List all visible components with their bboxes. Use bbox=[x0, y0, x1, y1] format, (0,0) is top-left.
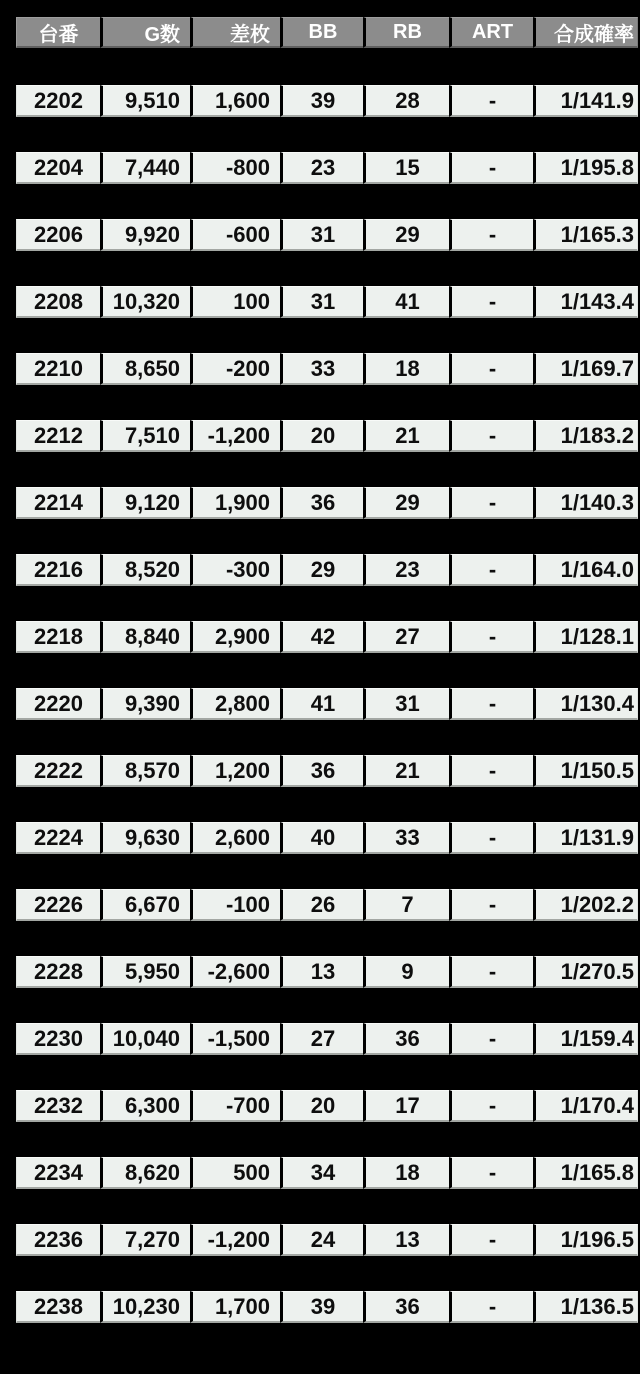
col-header-art: ART bbox=[449, 17, 533, 48]
cell-coin-diff: 500 bbox=[190, 1157, 280, 1189]
col-header-bb: BB bbox=[280, 17, 363, 48]
cell-rb: 28 bbox=[363, 85, 449, 117]
cell-games: 9,510 bbox=[100, 85, 190, 117]
cell-coin-diff: 1,200 bbox=[190, 755, 280, 787]
cell-rb: 7 bbox=[363, 889, 449, 921]
table-row[interactable] bbox=[16, 956, 638, 988]
cell-bb: 42 bbox=[280, 621, 363, 653]
cell-machine-number: 2238 bbox=[16, 1291, 100, 1323]
cell-games: 10,320 bbox=[100, 286, 190, 318]
cell-art: - bbox=[449, 420, 533, 452]
cell-art: - bbox=[449, 85, 533, 117]
cell-rb: 21 bbox=[363, 420, 449, 452]
cell-combined-rate: 1/159.4 bbox=[533, 1023, 638, 1055]
cell-bb: 27 bbox=[280, 1023, 363, 1055]
cell-combined-rate: 1/164.0 bbox=[533, 554, 638, 586]
cell-art: - bbox=[449, 286, 533, 318]
table-row[interactable] bbox=[16, 688, 638, 720]
cell-machine-number: 2212 bbox=[16, 420, 100, 452]
cell-combined-rate: 1/195.8 bbox=[533, 152, 638, 184]
cell-art: - bbox=[449, 822, 533, 854]
col-header-machine-number: 台番 bbox=[16, 17, 100, 48]
cell-rb: 41 bbox=[363, 286, 449, 318]
cell-combined-rate: 1/136.5 bbox=[533, 1291, 638, 1323]
cell-art: - bbox=[449, 889, 533, 921]
table-row[interactable] bbox=[16, 1224, 638, 1256]
cell-art: - bbox=[449, 688, 533, 720]
cell-coin-diff: 1,700 bbox=[190, 1291, 280, 1323]
cell-games: 10,230 bbox=[100, 1291, 190, 1323]
col-header-games: G数 bbox=[100, 17, 190, 48]
cell-bb: 26 bbox=[280, 889, 363, 921]
cell-games: 7,510 bbox=[100, 420, 190, 452]
cell-machine-number: 2222 bbox=[16, 755, 100, 787]
cell-games: 8,650 bbox=[100, 353, 190, 385]
table-row[interactable] bbox=[16, 755, 638, 787]
cell-machine-number: 2202 bbox=[16, 85, 100, 117]
cell-machine-number: 2218 bbox=[16, 621, 100, 653]
cell-combined-rate: 1/196.5 bbox=[533, 1224, 638, 1256]
cell-bb: 23 bbox=[280, 152, 363, 184]
cell-bb: 29 bbox=[280, 554, 363, 586]
table-row[interactable] bbox=[16, 487, 638, 519]
cell-art: - bbox=[449, 755, 533, 787]
table-row[interactable] bbox=[16, 554, 638, 586]
cell-bb: 36 bbox=[280, 755, 363, 787]
cell-games: 8,520 bbox=[100, 554, 190, 586]
machine-data-table bbox=[16, 17, 638, 1358]
cell-combined-rate: 1/165.8 bbox=[533, 1157, 638, 1189]
cell-coin-diff: -200 bbox=[190, 353, 280, 385]
table-row[interactable] bbox=[16, 85, 638, 117]
cell-rb: 27 bbox=[363, 621, 449, 653]
cell-art: - bbox=[449, 353, 533, 385]
cell-coin-diff: -100 bbox=[190, 889, 280, 921]
table-row[interactable] bbox=[16, 1090, 638, 1122]
col-header-rb: RB bbox=[363, 17, 449, 48]
table-row[interactable] bbox=[16, 152, 638, 184]
col-header-coin-diff: 差枚 bbox=[190, 17, 280, 48]
cell-bb: 31 bbox=[280, 219, 363, 251]
cell-coin-diff: 100 bbox=[190, 286, 280, 318]
cell-coin-diff: 2,900 bbox=[190, 621, 280, 653]
cell-bb: 40 bbox=[280, 822, 363, 854]
cell-bb: 39 bbox=[280, 1291, 363, 1323]
cell-combined-rate: 1/140.3 bbox=[533, 487, 638, 519]
cell-rb: 18 bbox=[363, 353, 449, 385]
cell-machine-number: 2210 bbox=[16, 353, 100, 385]
cell-machine-number: 2216 bbox=[16, 554, 100, 586]
cell-bb: 33 bbox=[280, 353, 363, 385]
cell-games: 7,270 bbox=[100, 1224, 190, 1256]
cell-games: 8,840 bbox=[100, 621, 190, 653]
table-row[interactable] bbox=[16, 822, 638, 854]
cell-machine-number: 2234 bbox=[16, 1157, 100, 1189]
cell-combined-rate: 1/130.4 bbox=[533, 688, 638, 720]
cell-coin-diff: -700 bbox=[190, 1090, 280, 1122]
cell-bb: 36 bbox=[280, 487, 363, 519]
cell-art: - bbox=[449, 554, 533, 586]
cell-art: - bbox=[449, 1023, 533, 1055]
cell-machine-number: 2228 bbox=[16, 956, 100, 988]
cell-rb: 23 bbox=[363, 554, 449, 586]
cell-machine-number: 2226 bbox=[16, 889, 100, 921]
cell-rb: 17 bbox=[363, 1090, 449, 1122]
cell-rb: 21 bbox=[363, 755, 449, 787]
cell-machine-number: 2232 bbox=[16, 1090, 100, 1122]
cell-rb: 15 bbox=[363, 152, 449, 184]
cell-machine-number: 2220 bbox=[16, 688, 100, 720]
cell-games: 8,570 bbox=[100, 755, 190, 787]
cell-rb: 9 bbox=[363, 956, 449, 988]
cell-coin-diff: -600 bbox=[190, 219, 280, 251]
table-row[interactable] bbox=[16, 1023, 638, 1055]
cell-combined-rate: 1/131.9 bbox=[533, 822, 638, 854]
table-rows bbox=[16, 85, 638, 1323]
cell-rb: 36 bbox=[363, 1023, 449, 1055]
cell-rb: 33 bbox=[363, 822, 449, 854]
col-header-combined-rate: 合成確率 bbox=[533, 17, 638, 48]
cell-combined-rate: 1/150.5 bbox=[533, 755, 638, 787]
cell-rb: 29 bbox=[363, 487, 449, 519]
cell-games: 5,950 bbox=[100, 956, 190, 988]
cell-coin-diff: -2,600 bbox=[190, 956, 280, 988]
cell-bb: 34 bbox=[280, 1157, 363, 1189]
cell-coin-diff: -1,500 bbox=[190, 1023, 280, 1055]
cell-bb: 24 bbox=[280, 1224, 363, 1256]
cell-machine-number: 2224 bbox=[16, 822, 100, 854]
table-row[interactable] bbox=[16, 1291, 638, 1323]
cell-art: - bbox=[449, 1090, 533, 1122]
cell-art: - bbox=[449, 1224, 533, 1256]
cell-games: 8,620 bbox=[100, 1157, 190, 1189]
cell-coin-diff: 2,600 bbox=[190, 822, 280, 854]
cell-combined-rate: 1/270.5 bbox=[533, 956, 638, 988]
cell-machine-number: 2206 bbox=[16, 219, 100, 251]
cell-bb: 41 bbox=[280, 688, 363, 720]
cell-art: - bbox=[449, 152, 533, 184]
cell-bb: 20 bbox=[280, 420, 363, 452]
cell-coin-diff: -300 bbox=[190, 554, 280, 586]
cell-combined-rate: 1/183.2 bbox=[533, 420, 638, 452]
cell-bb: 31 bbox=[280, 286, 363, 318]
cell-art: - bbox=[449, 1291, 533, 1323]
cell-games: 9,920 bbox=[100, 219, 190, 251]
cell-combined-rate: 1/165.3 bbox=[533, 219, 638, 251]
cell-machine-number: 2236 bbox=[16, 1224, 100, 1256]
table-row[interactable] bbox=[16, 219, 638, 251]
table-row[interactable] bbox=[16, 286, 638, 318]
cell-games: 10,040 bbox=[100, 1023, 190, 1055]
cell-combined-rate: 1/141.9 bbox=[533, 85, 638, 117]
cell-coin-diff: -1,200 bbox=[190, 420, 280, 452]
cell-art: - bbox=[449, 956, 533, 988]
cell-games: 7,440 bbox=[100, 152, 190, 184]
cell-rb: 31 bbox=[363, 688, 449, 720]
table-row[interactable] bbox=[16, 889, 638, 921]
cell-machine-number: 2214 bbox=[16, 487, 100, 519]
cell-coin-diff: 2,800 bbox=[190, 688, 280, 720]
cell-combined-rate: 1/169.7 bbox=[533, 353, 638, 385]
cell-machine-number: 2230 bbox=[16, 1023, 100, 1055]
cell-combined-rate: 1/202.2 bbox=[533, 889, 638, 921]
table-row[interactable] bbox=[16, 353, 638, 385]
cell-rb: 13 bbox=[363, 1224, 449, 1256]
cell-games: 9,630 bbox=[100, 822, 190, 854]
table-header-row bbox=[16, 17, 638, 48]
cell-art: - bbox=[449, 487, 533, 519]
table-row[interactable] bbox=[16, 1157, 638, 1189]
cell-bb: 39 bbox=[280, 85, 363, 117]
cell-games: 9,390 bbox=[100, 688, 190, 720]
cell-bb: 20 bbox=[280, 1090, 363, 1122]
cell-art: - bbox=[449, 621, 533, 653]
cell-rb: 18 bbox=[363, 1157, 449, 1189]
cell-bb: 13 bbox=[280, 956, 363, 988]
cell-rb: 36 bbox=[363, 1291, 449, 1323]
cell-games: 6,300 bbox=[100, 1090, 190, 1122]
cell-art: - bbox=[449, 1157, 533, 1189]
cell-art: - bbox=[449, 219, 533, 251]
cell-rb: 29 bbox=[363, 219, 449, 251]
table-row[interactable] bbox=[16, 420, 638, 452]
cell-machine-number: 2204 bbox=[16, 152, 100, 184]
cell-coin-diff: 1,600 bbox=[190, 85, 280, 117]
cell-combined-rate: 1/143.4 bbox=[533, 286, 638, 318]
cell-combined-rate: 1/170.4 bbox=[533, 1090, 638, 1122]
table-row[interactable] bbox=[16, 621, 638, 653]
cell-machine-number: 2208 bbox=[16, 286, 100, 318]
cell-coin-diff: 1,900 bbox=[190, 487, 280, 519]
cell-coin-diff: -800 bbox=[190, 152, 280, 184]
cell-games: 6,670 bbox=[100, 889, 190, 921]
cell-games: 9,120 bbox=[100, 487, 190, 519]
cell-coin-diff: -1,200 bbox=[190, 1224, 280, 1256]
cell-combined-rate: 1/128.1 bbox=[533, 621, 638, 653]
